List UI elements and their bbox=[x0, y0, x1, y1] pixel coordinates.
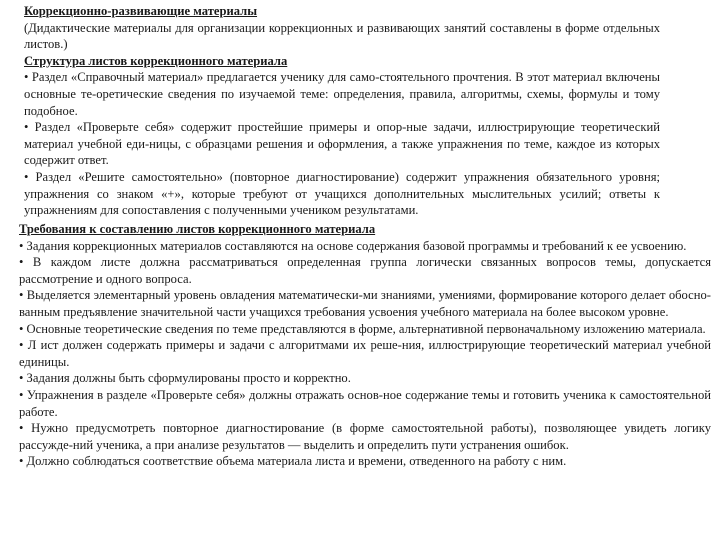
structure-item-reference: • Раздел «Справочный материал» предлагается ученику для само-стоятельного прочтения. В этот материал включены основные те-оретические сведения по изучаемой теме: определения, правила, алгоритмы, схемы, формулы и тому подобное. bbox=[24, 70, 660, 118]
requirement-item: • Л ист должен содержать примеры и задачи с алгоритмами их реше-ния, иллюстрирующие теоретический материал учебной единицы. bbox=[19, 338, 711, 369]
structure-title: Структура листов коррекционного материала bbox=[24, 53, 288, 68]
requirement-item: • Задания коррекционных материалов составляются на основе содержания базовой программы и требований к ее усвоению. bbox=[19, 238, 687, 253]
requirement-item: • Упражнения в разделе «Проверьте себя» должны отражать основ-ное содержание темы и готовить ученика к самостоятельной работе. bbox=[19, 387, 711, 419]
requirement-item: • Выделяется элементарный уровень овладения математически-ми знаниями, умениями, формирование которого делает обосно-ванным предъявление значительной части учащихся требования усвоения учебного материала на более высоком уровне. bbox=[19, 288, 711, 319]
requirement-item: • Основные теоретические сведения по теме представляются в форме, альтернативной первоначальному изложению материала. bbox=[19, 321, 706, 336]
structure-item-self-check: • Раздел «Проверьте себя» содержит простейшие примеры и опор-ные задачи, иллюстрирующие теоретический материал учебной еди-ницы, с образцами решения и оформления, а также упражнения по теме, каждое из которых содержит ответ. bbox=[24, 120, 660, 168]
section-subtitle: (Дидактические материалы для организации коррекционных и развивающих занятий составлены в форме отдельных листов.) bbox=[24, 20, 660, 52]
requirement-item: • Задания должны быть сформулированы просто и корректно. bbox=[19, 371, 351, 386]
structure-item-independent: • Раздел «Решите самостоятельно» (повторное диагностирование) содержит упражнения обязательного уровня; упражнения со знаком «+», которые требуют от учащихся дополнительных мыслительных усилий; ответы к упражнениям для сопоставления с полученными учеником результатами. bbox=[24, 169, 660, 217]
requirements-title: Требования к составлению листов коррекционного материала bbox=[19, 222, 376, 236]
requirements-section bbox=[19, 221, 711, 470]
correction-materials-section bbox=[24, 3, 660, 217]
requirement-item: • В каждом листе должна рассматриваться определенная группа логически связанных вопросов темы, допускается рассмотрение и одного вопроса. bbox=[19, 255, 711, 286]
section-title: Коррекционно-развивающие материалы bbox=[24, 4, 258, 18]
requirement-item: • Нужно предусмотреть повторное диагностирование (в форме самостоятельной работы), позволяющее увидеть логику рассужде-ний ученика, а при анализе результатов — выделить и определить пути устранения ошибок. bbox=[19, 421, 711, 452]
requirement-item: • Должно соблюдаться соответствие объема материала листа и времени, отведенного на работу с ним. bbox=[19, 454, 567, 469]
